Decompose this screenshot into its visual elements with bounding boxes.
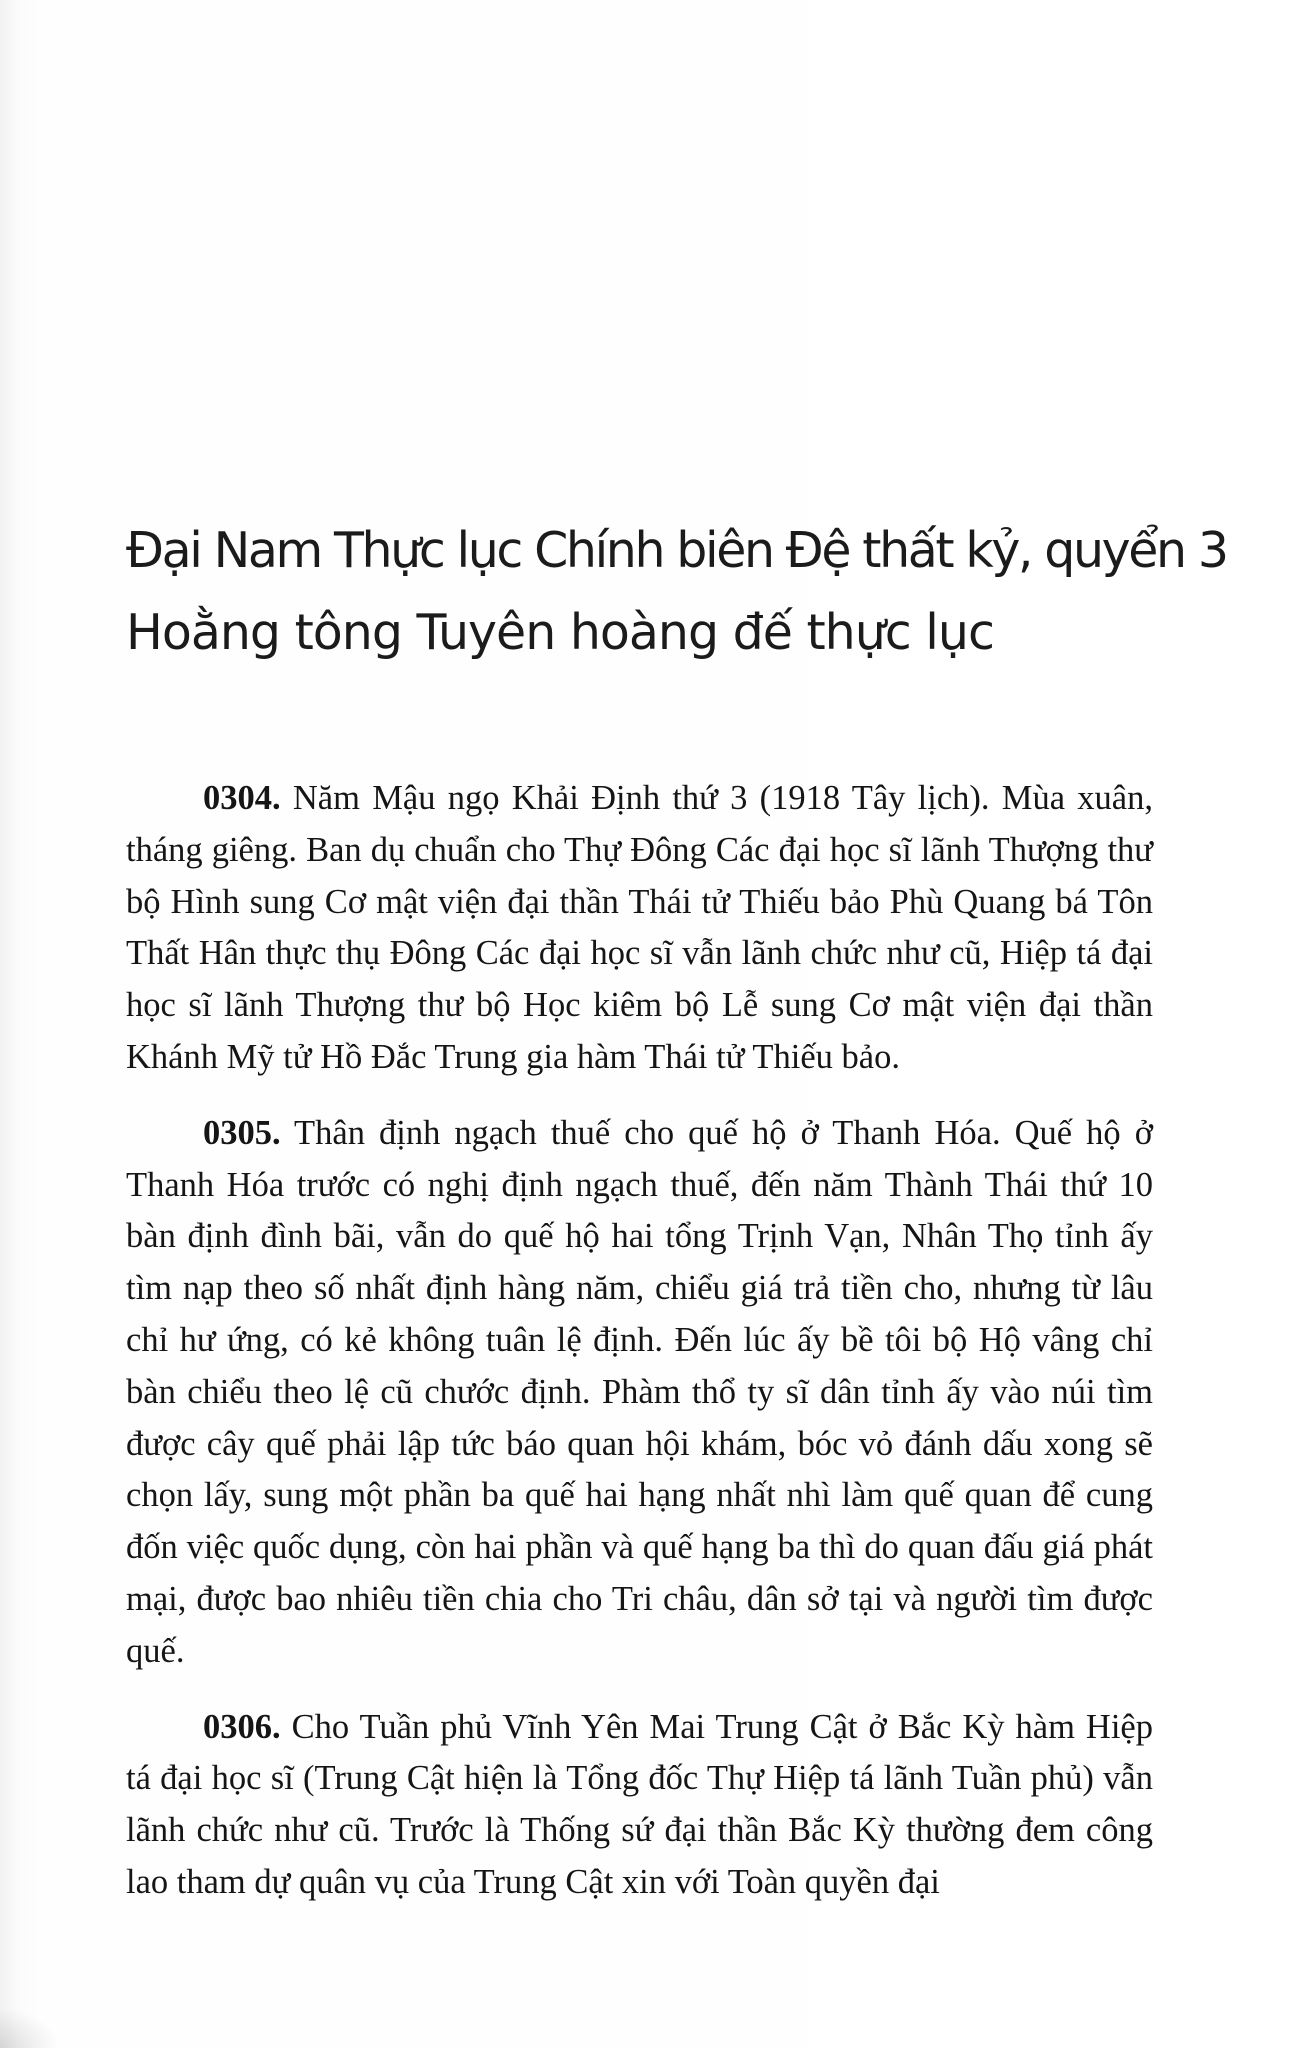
page-corner-shadow [0, 2008, 60, 2048]
entry-text: Thân định ngạch thuế cho quế hộ ở Thanh Hóa. Quế hộ ở Thanh Hóa trước có nghị định ngạch thuế, đến năm Thành Thái thứ 10 bàn định đình bãi, vẫn do quế hộ hai tổng Trịnh Vạn, Nhân Thọ tỉnh ấy tìm nạp theo số nhất định hàng năm, chiểu giá trả tiền cho, nhưng từ lâu chỉ hư ứng, có kẻ không tuân lệ định. Đến lúc ấy bề tôi bộ Hộ vâng chỉ bàn chiểu theo lệ cũ chước định. Phàm thổ ty sĩ dân tỉnh ấy vào núi tìm được cây quế phải lập tức báo quan hội khám, bóc vỏ đánh dấu xong sẽ chọn lấy, sung một phần ba quế hai hạng nhất nhì làm quế quan để cung đốn việc quốc dụng, còn hai phần và quế hạng ba thì do quan đấu giá phát mại, được bao nhiêu tiền chia cho Tri châu, dân sở tại và người tìm được quế. [126, 1113, 1153, 1670]
entry-number: 0304. [203, 779, 281, 817]
body-text [126, 773, 1153, 1933]
entry-number: 0306. [203, 1707, 281, 1746]
entry-text: Năm Mậu ngọ Khải Định thứ 3 (1918 Tây lịch). Mùa xuân, tháng giêng. Ban dụ chuẩn cho Thự Đông Các đại học sĩ lãnh Thượng thư bộ Hình sung Cơ mật viện đại thần Thái tử Thiếu bảo Phù Quang bá Tôn Thất Hân thực thụ Đông Các đại học sĩ vẫn lãnh chức như cũ, Hiệp tá đại học sĩ lãnh Thượng thư bộ Học kiêm bộ Lễ sung Cơ mật viện đại thần Khánh Mỹ tử Hồ Đắc Trung gia hàm Thái tử Thiếu bảo. [126, 779, 1153, 1076]
entry-0305 [126, 1108, 1153, 1678]
chapter-subtitle: Hoằng tông Tuyên hoàng đế thực lục [126, 604, 994, 661]
entry-0306 [126, 1702, 1153, 1909]
chapter-title: Đại Nam Thực lục Chính biên Đệ thất kỷ, quyển 3 [126, 522, 1227, 579]
entry-0304 [126, 773, 1153, 1084]
entry-text: Cho Tuần phủ Vĩnh Yên Mai Trung Cật ở Bắc Kỳ hàm Hiệp tá đại học sĩ (Trung Cật hiện là Tổng đốc Thự Hiệp tá lãnh Tuần phủ) vẫn lãnh chức như cũ. Trước là Thống sứ đại thần Bắc Kỳ thường đem công lao tham dự quân vụ của Trung Cật xin với Toàn quyền đại [126, 1707, 1153, 1901]
entry-number: 0305. [203, 1113, 281, 1152]
chapter-heading [126, 510, 1227, 674]
